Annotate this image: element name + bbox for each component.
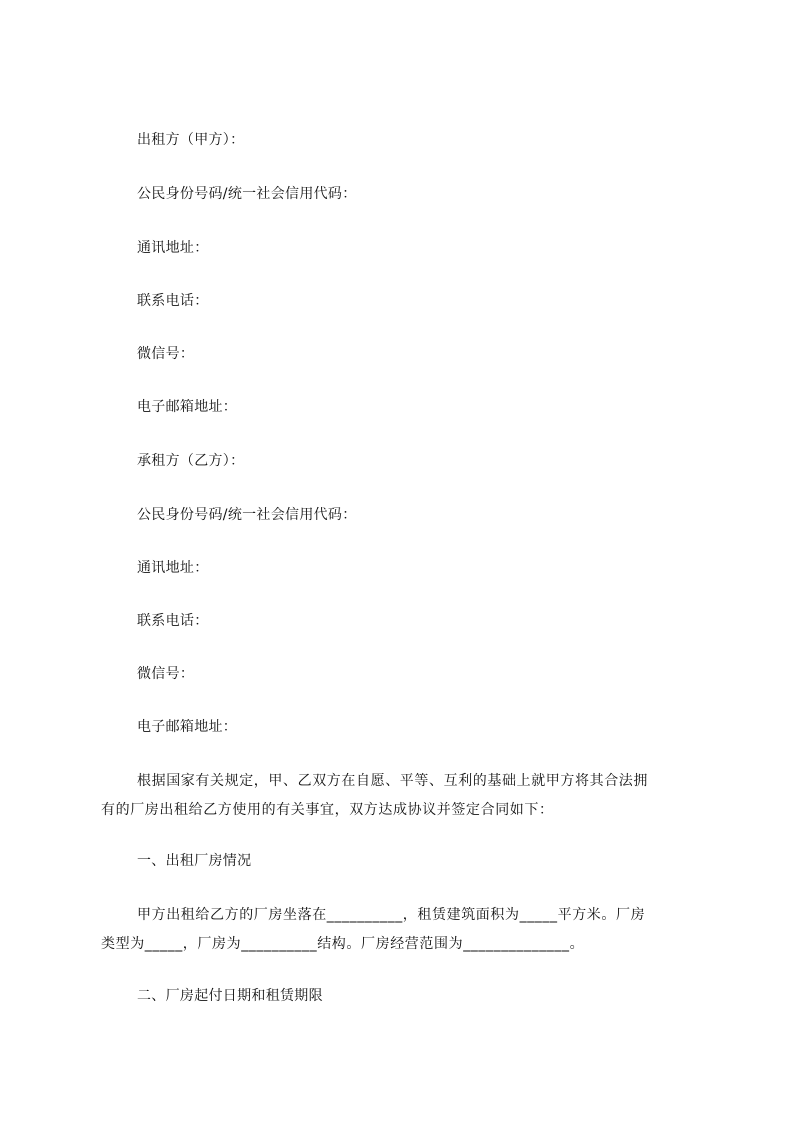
party-a-id-code-label: 公民身份号码/统一社会信用代码： — [137, 186, 357, 202]
party-b-phone-label: 联系电话： — [137, 613, 209, 629]
party-a-address-label: 通讯地址： — [137, 240, 209, 256]
party-b-address-label: 通讯地址： — [137, 560, 209, 576]
preamble-line-1: 根据国家有关规定，甲、乙双方在自愿、平等、互利的基础上就甲方将其合法拥 — [137, 773, 648, 789]
preamble-paragraph — [101, 767, 703, 825]
party-a-phone-label: 联系电话： — [137, 293, 209, 309]
preamble-line-2: 有的厂房出租给乙方使用的有关事宜，双方达成协议并签定合同如下： — [101, 802, 554, 818]
section-2-heading: 二、厂房起付日期和租赁期限 — [137, 988, 323, 1004]
party-b-wechat-label: 微信号： — [137, 666, 195, 682]
party-a-title: 出租方（甲方）： — [137, 132, 245, 148]
party-b-email-label: 电子邮箱地址： — [137, 719, 238, 735]
section-1-heading: 一、出租厂房情况 — [137, 853, 252, 869]
party-b-title: 承租方（乙方）： — [137, 453, 245, 469]
section-1-line-1: 甲方出租给乙方的厂房坐落在__________，租赁建筑面积为_____平方米。厂房 — [137, 907, 646, 923]
party-a-email-label: 电子邮箱地址： — [137, 399, 238, 415]
section-1-paragraph — [101, 901, 703, 959]
party-a-wechat-label: 微信号： — [137, 346, 195, 362]
party-b-id-code-label: 公民身份号码/统一社会信用代码： — [137, 507, 357, 523]
section-1-line-2: 类型为_____，厂房为__________结构。厂房经营范围为______________。 — [101, 936, 585, 952]
